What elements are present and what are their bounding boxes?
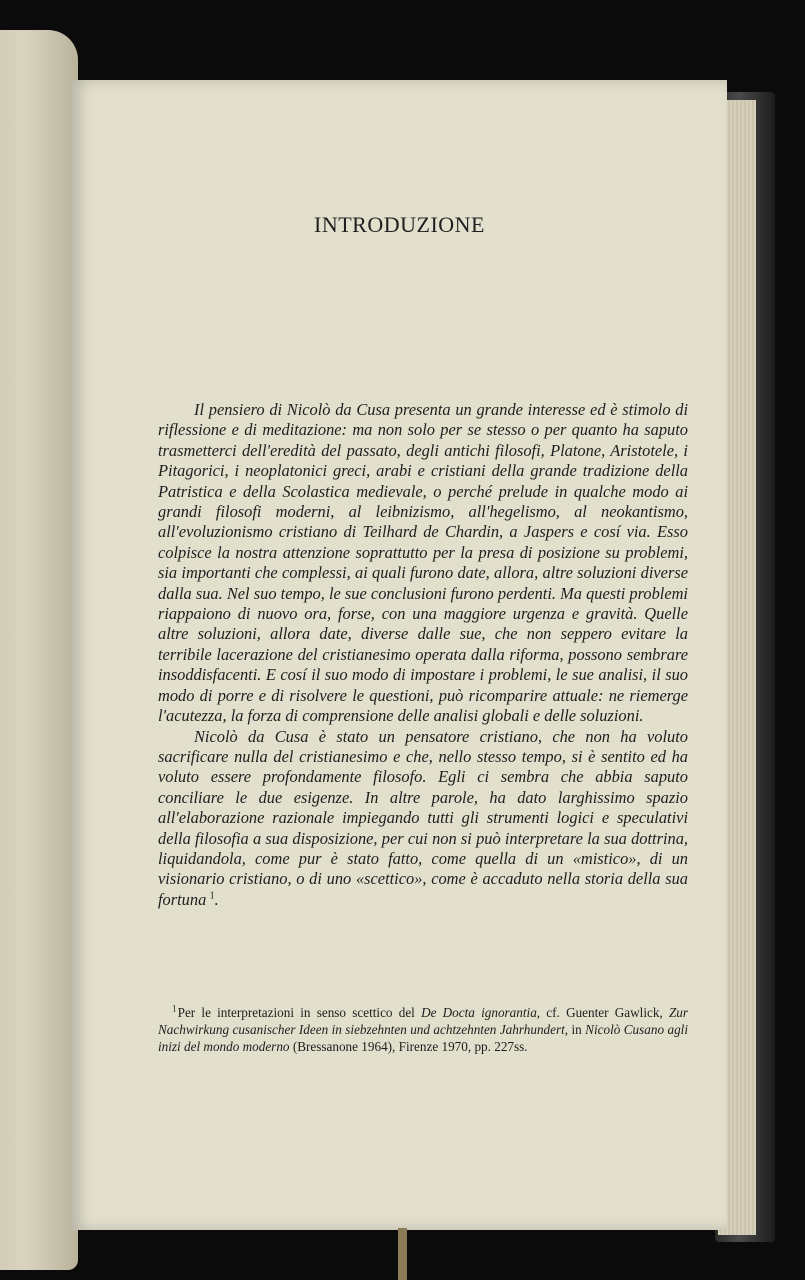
footnote-reference: 1 (209, 890, 215, 902)
footnote-text-4: (Bressanone 1964), Firenze 1970, pp. 227ss. (289, 1039, 528, 1054)
footnote-text-3: , in (564, 1022, 586, 1037)
footnote-1 (158, 1004, 688, 1055)
paragraph-2: Nicolò da Cusa è stato un pensatore cristiano, che non ha voluto sacrificare nulla del cristianesimo e che, nello stesso tempo, si è sentito ed ha voluto essere profondamente filosofo. Egli ci sembra che abbia saputo conciliare le due esigenze. In altre parole, ha dato larghissimo spazio all'elaborazione razionale impiegando tutti gli strumenti logici e speculativi della filosofia a sua disposizione, per cui non si può interpretare la sua dottrina, liquidandola, come pur è stato fatto, come quella di un «mistico», di un visionario cristiano, o di uno «scettico», come è accaduto nella storia della sua fortuna $^1$. (158, 726, 688, 909)
bookmark-ribbon (398, 1228, 407, 1280)
paragraph-1: Il pensiero di Nicolò da Cusa presenta un grande interesse ed è stimolo di riflessione e di meditazione: ma non solo per se stesso o per quanto ha saputo trasmetterci dell'eredità del passato, degli antichi filosofi, Platone, Aristotele, i Pitagorici, i neoplatonici greci, arabi e cristiani della grande tradizione della Patristica e della Scolastica medievale, o perché prelude in qualche modo ai grandi filosofi moderni, al leibnizismo, all'hegelismo, al neokantismo, all'evoluzionismo cristiano di Teilhard de Chardin, a Jaspers e cosí via. Esso colpisce la nostra attenzione soprattutto per la presa di posizione su problemi, sia importanti che complessi, ai quali furono date, allora, altre soluzioni diverse dalla sua. Nel suo tempo, le sue conclusioni furono perdenti. Ma questi problemi riappaiono di nuovo ora, forse, con una maggiore urgenza e gravità. Quelle altre soluzioni, allora date, diverse dalle sue, che non seppero evitare la terribile lacerazione del cristianesimo operata dalla riforma, possono sembrare insoddisfacenti. E cosí il suo modo di impostare i problemi, le sue analisi, il suo modo di porre e di risolvere le questioni, può ricomparire attuale: ne riemerge l'acutezza, la forza di comprensione delle analisi globali e delle soluzioni. (158, 400, 688, 726)
book-page (72, 80, 727, 1230)
chapter-title: INTRODUZIONE (314, 212, 485, 237)
paragraph-2-text: Nicolò da Cusa è stato un pensatore cristiano, che non ha voluto sacrificare nulla del cristianesimo e che, nello stesso tempo, si è sentito ed ha voluto essere profondamente filosofo. Egli ci sembra che abbia saputo conciliare le due esigenze. In altre parole, ha dato larghissimo spazio all'elaborazione razionale impiegando tutti gli strumenti logici e speculativi della filosofia a sua disposizione, per cui non si può interpretare la sua dottrina, liquidandola, come pur è stato fatto, come quella di un «mistico», di un visionario cristiano, o di uno «scettico», come è accaduto nella storia della sua fortuna (158, 726, 688, 909)
footnote (158, 1004, 688, 1055)
footnote-text-1: Per le interpretazioni in senso scettico del (177, 1005, 422, 1020)
left-page-edge (0, 30, 78, 1270)
footnote-title-2: Zur Nachwirkung cusanischer Ideen in siebzehnten und achtzehnten Jahrhundert (158, 1005, 689, 1037)
footnote-number: 1 (172, 1003, 177, 1014)
footnote-text-2: , cf. Guenter Gawlick, (536, 1005, 669, 1020)
footnote-title-3: Nicolò Cusano agli inizi del mondo moderno (158, 1022, 688, 1054)
footnote-title-1: De Docta ignorantia (421, 1005, 537, 1020)
body-text (158, 400, 688, 910)
